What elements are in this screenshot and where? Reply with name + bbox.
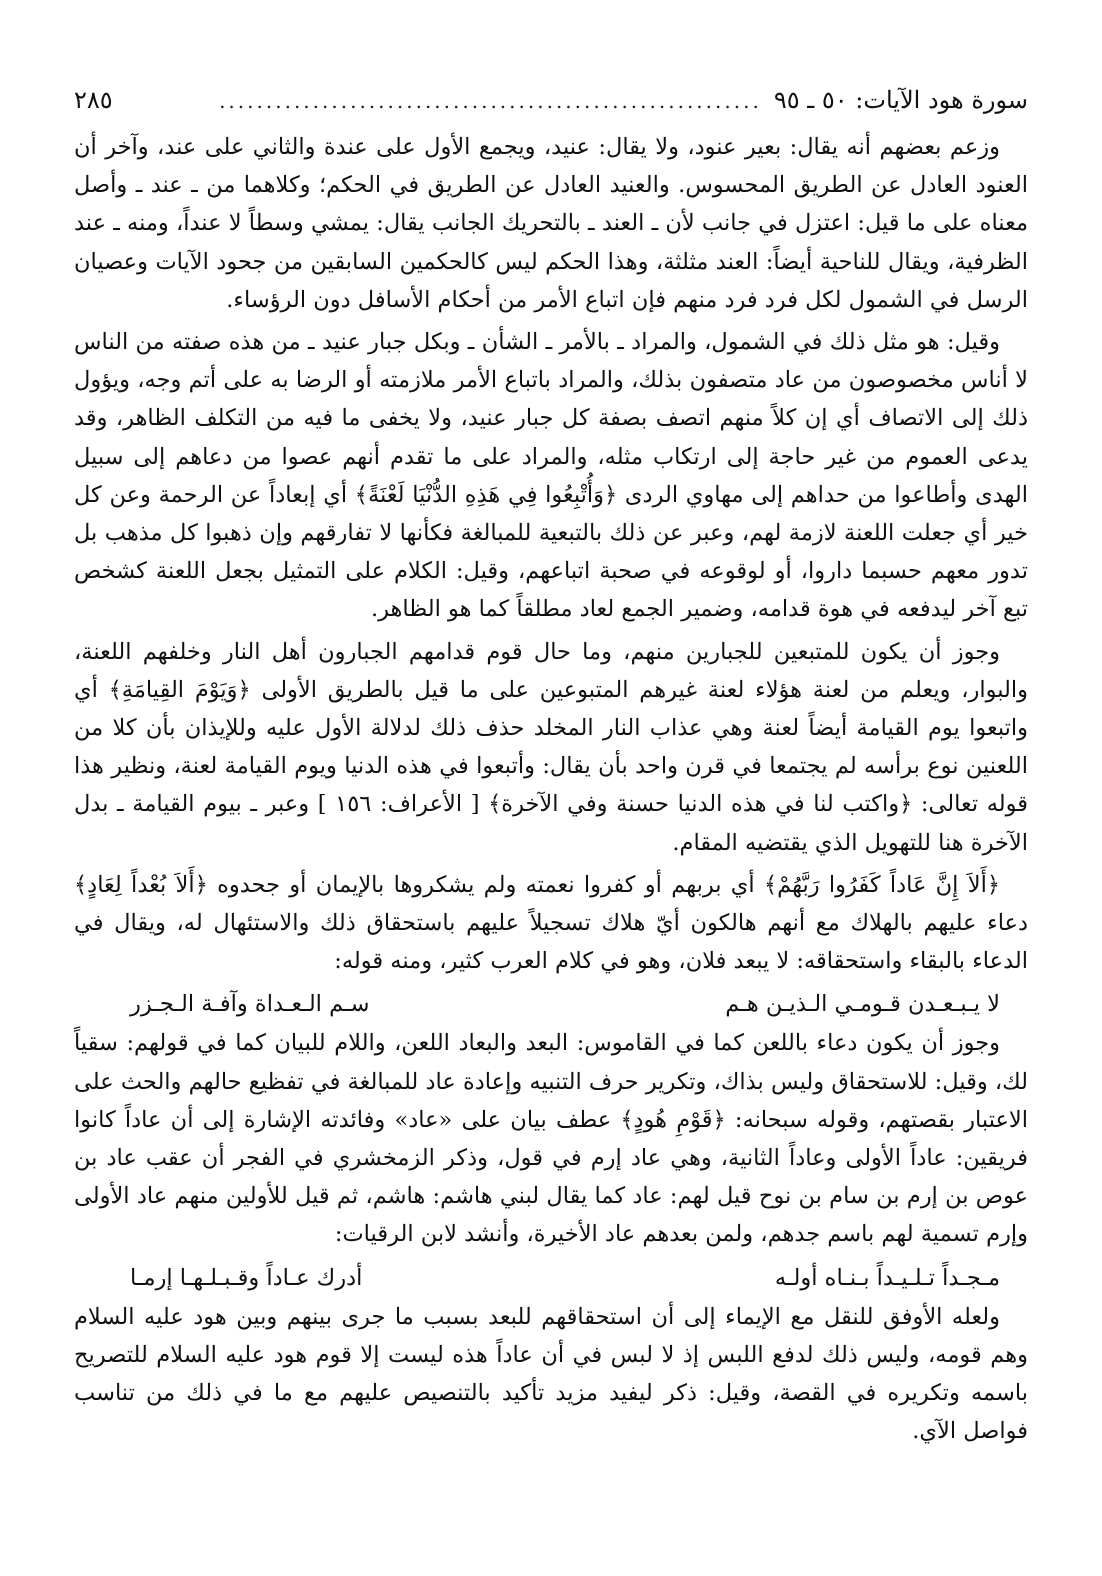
verse-1-second-hemistich: سـم الـعـداة وآفـة الـجـزر bbox=[130, 991, 370, 1018]
header-title: سورة هود الآيات: ٥٠ ـ ٩٥ bbox=[773, 86, 1028, 114]
paragraph-1: وزعم بعضهم أنه يقال: بعير عنود، ولا يقال: عنيد، ويجمع الأول على عندة والثاني على عند، وآخر أن العنود العادل عن الطريق المحسوس. والعنيد العادل عن الطريق في الحكم؛ وكلاهما من ـ عند ـ وأصل معناه على ما قيل: اعتزل في جانب لأن ـ العند ـ بالتحريك الجانب يقال: يمشي وسطاً لا عنداً، ومنه ـ عند الظرفية، ويقال للناحية أيضاً: العند مثلثة، وهذا الحكم ليس كالحكمين السابقين من جحود الآيات وعصيان الرسل في الشمول لكل فرد فرد منهم فإن اتباع الأمر من أحكام الأسافل دون الرؤساء. bbox=[74, 134, 1028, 313]
paragraph-2: وقيل: هو مثل ذلك في الشمول، والمراد ـ بالأمر ـ الشأن ـ وبكل جبار عنيد ـ من هذه صفته من الناس لا أناس مخصوصون من عاد متصفون بذلك، والمراد باتباع الأمر ملازمته أو الرضا به على أتم وجه، ويؤول ذلك إلى الاتصاف أي إن كلاً منهم اتصف بصفة كل جبار عنيد، ولا يخفى ما فيه من التكلف الظاهر، وقد يدعى العموم من غير حاجة إلى ارتكاب مثله، والمراد على ما تقدم أنهم عصوا من دعاهم إلى سبيل الهدى وأطاعوا من حداهم إلى مهاوي الردى ﴿وَأُتْبِعُوا فِي هَذِهِ الدُّنْيَا لَعْنَةً﴾ أي إبعاداً عن الرحمة وعن كل خير أي جعلت اللعنة لازمة لهم، وعبر عن ذلك بالتبعية للمبالغة فكأنها لا تفارقهم وإن ذهبوا كل مذهب بل تدور معهم حسبما داروا، أو لوقوعه في صحبة اتباعهم، وقيل: الكلام على التمثيل بجعل اللعنة كشخص تبع آخر ليدفعه في هوة قدامه، وضمير الجمع لعاد مطلقاً كما هو الظاهر. bbox=[74, 329, 1028, 623]
verse-2-first-hemistich: مـجـداً تـلـيـداً بـنـاه أولـه bbox=[774, 1264, 1000, 1291]
paragraph-6: ولعله الأوفق للنقل مع الإيماء إلى أن استحقاقهم للبعد بسبب ما جرى بينهم وبين هود عليه السلام وهم قومه، وليس ذلك لدفع اللبس إذ لا لبس في أن عاداً هذه ليست إلا قوم هود عليه السلام للتصريح باسمه وتكريره في القصة، وقيل: ذكر ليفيد مزيد تأكيد بالتنصيص عليهم مع ما في ذلك من تناسب فواصل الآي. bbox=[74, 1303, 1028, 1445]
header-leader-dots: .......................................................... bbox=[219, 89, 762, 113]
paragraph-3: وجوز أن يكون للمتبعين للجبارين منهم، وما حال قوم قدامهم الجبارون أهل النار وخلفهم اللعنة، والبوار، ويعلم من لعنة هؤلاء لعنة غيرهم المتبوعين على ما قيل بالطريق الأولى ﴿وَيَوْمَ القِيامَةِ﴾ أي واتبعوا يوم القيامة أيضاً لعنة وهي عذاب النار المخلد حذف ذلك لدلالة الأول عليه وللإيذان بأن كلا من اللعنين نوع برأسه لم يجتمعا في قرن واحد بأن يقال: وأتبعوا في هذه الدنيا ويوم القيامة لعنة، ونظير هذا قوله تعالى: ﴿واكتب لنا في هذه الدنيا حسنة وفي الآخرة﴾ [ الأعراف: ١٥٦ ] وعبر ـ بيوم القيامة ـ بدل الآخرة هنا للتهويل الذي يقتضيه المقام. bbox=[74, 638, 1029, 856]
running-header bbox=[74, 86, 1028, 114]
page-number: ٢٨٥ bbox=[74, 86, 113, 114]
paragraph-5: وجوز أن يكون دعاء باللعن كما في القاموس: البعد والبعاد اللعن، واللام للبيان كما في قولهم: سقياً لك، وقيل: للاستحقاق وليس بذاك، وتكرير حرف التنبيه وإعادة عاد للمبالغة في تفظيع حالهم والحث على الاعتبار بقصتهم، وقوله سبحانه: ﴿قَوْمِ هُودٍ﴾ عطف بيان على «عاد» وفائدته الإشارة إلى أن عاداً كانوا فريقين: عاداً الأولى وعاداً الثانية، وهي عاد إرم في قول، وذكر الزمخشري في الفجر أن عقب عاد بن عوص بن إرم بن سام بن نوح قيل لهم: عاد كما يقال لبني هاشم: هاشم، ثم قيل للأولين منهم عاد الأولى وإرم تسمية لهم باسم جدهم، ولمن بعدهم عاد الأخيرة، وأنشد لابن الرقيات: bbox=[74, 1030, 1028, 1248]
paragraph-4: ﴿أَلاَ إِنَّ عَاداً كَفَرُوا رَبَّهُمْ﴾ أي بربهم أو كفروا نعمته ولم يشكروها بالإيمان أو جحدوه ﴿أَلاَ بُعْداً لِعَادٍ﴾ دعاء عليهم بالهلاك مع أنهم هالكون أيّ هلاك تسجيلاً عليهم باستحقاق ذلك والاستئهال له، ويقال في الدعاء بالبقاء واستحقاقه: لا يبعد فلان، وهو في كلام العرب كثير، ومنه قوله: bbox=[74, 871, 1028, 975]
poetry-verse-1 bbox=[130, 984, 1000, 1024]
verse-2-second-hemistich: أدرك عـاداً وقـبـلـهـا إرمـا bbox=[130, 1264, 363, 1291]
poetry-verse-2 bbox=[130, 1258, 1000, 1298]
verse-1-first-hemistich: لا يـبـعـدن قـومـي الـذيـن هـم bbox=[725, 991, 1000, 1018]
